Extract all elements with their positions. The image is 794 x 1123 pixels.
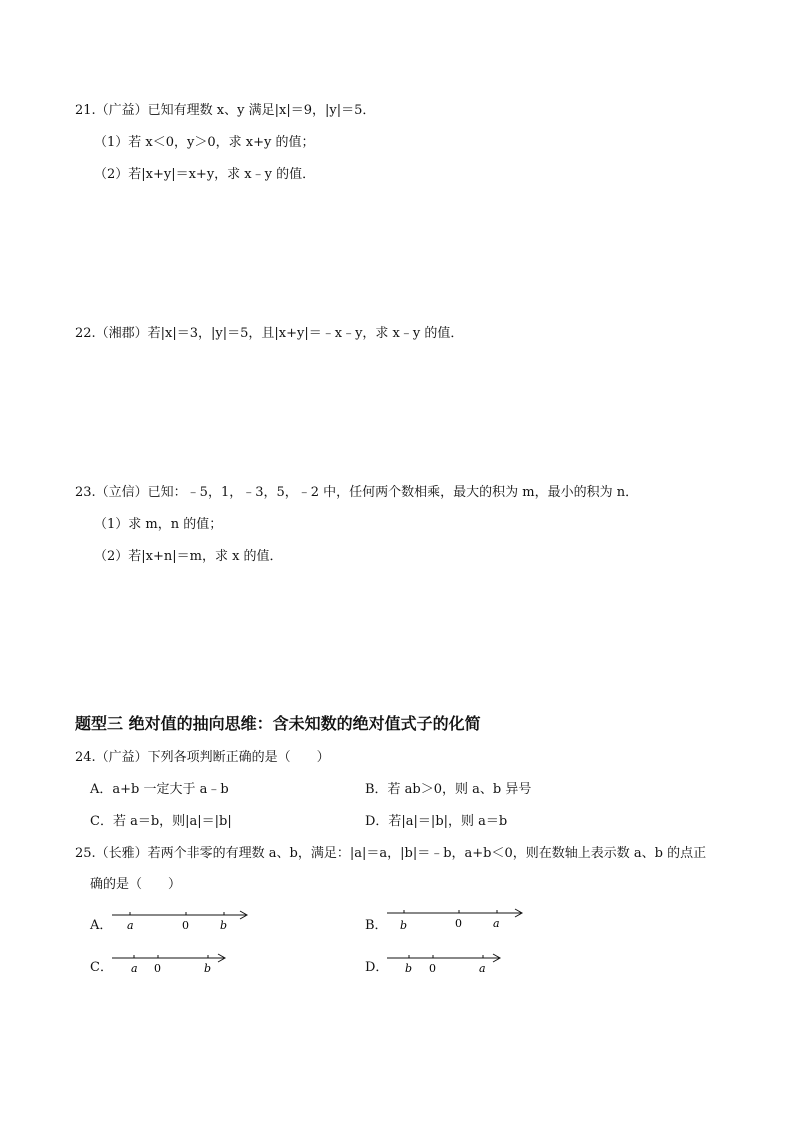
label-b: b [400, 919, 408, 932]
label-a: a [479, 962, 486, 975]
question-22-stem: 22.（湘郡）若|x|＝3，|y|＝5，且|x+y|＝﹣x﹣y，求 x﹣y 的值． [75, 326, 464, 341]
number-line-b [387, 906, 527, 934]
question-23-stem: 23.（立信）已知：﹣5，1，﹣3，5，﹣2 中，任何两个数相乘，最大的积为 m，最小的积为 n． [75, 485, 639, 500]
label-zero: 0 [429, 962, 436, 975]
label-a: a [127, 919, 134, 932]
question-21-stem: 21.（广益）已知有理数 x、y 满足|x|＝9，|y|＝5． [75, 103, 376, 118]
number-line-a [112, 908, 252, 936]
label-zero: 0 [154, 962, 161, 975]
question-25-stem: 25.（长雅）若两个非零的有理数 a、b，满足：|a|＝a，|b|＝﹣b，a+b＜0，则在数轴上表示数 a、b 的点正 [75, 846, 707, 861]
question-25-option-d-label: D． [365, 960, 389, 975]
question-24-option-b: B．若 ab＞0，则 a、b 异号 [365, 782, 532, 797]
question-25-option-a-label: A． [90, 918, 113, 933]
question-21-part-1: （1）若 x＜0，y＞0，求 x+y 的值； [94, 135, 315, 150]
section-heading: 题型三 绝对值的抽向思维：含未知数的绝对值式子的化简 [75, 714, 481, 733]
question-25-option-c-label: C． [90, 960, 113, 975]
question-23-part-2: （2）若|x+n|＝m，求 x 的值． [94, 549, 283, 564]
question-24-option-a: A．a+b 一定大于 a﹣b [90, 782, 229, 797]
label-zero: 0 [182, 919, 189, 932]
question-24-option-d: D．若|a|＝|b|，则 a＝b [365, 814, 508, 829]
number-line-c [112, 951, 232, 979]
question-25-option-b-label: B． [365, 918, 388, 933]
number-line-d [387, 951, 507, 979]
question-24-option-c: C．若 a＝b，则|a|＝|b| [90, 814, 232, 829]
label-a: a [131, 962, 138, 975]
label-b: b [220, 919, 228, 932]
label-zero: 0 [455, 917, 462, 930]
question-21-part-2: （2）若|x+y|＝x+y，求 x﹣y 的值． [94, 167, 316, 182]
question-25-stem-continued: 确的是（ ） [90, 877, 182, 892]
question-24-stem: 24.（广益）下列各项判断正确的是（ ） [75, 750, 330, 765]
question-23-part-1: （1）求 m，n 的值； [94, 517, 223, 532]
label-b: b [405, 962, 413, 975]
label-b: b [204, 962, 212, 975]
label-a: a [493, 917, 500, 930]
